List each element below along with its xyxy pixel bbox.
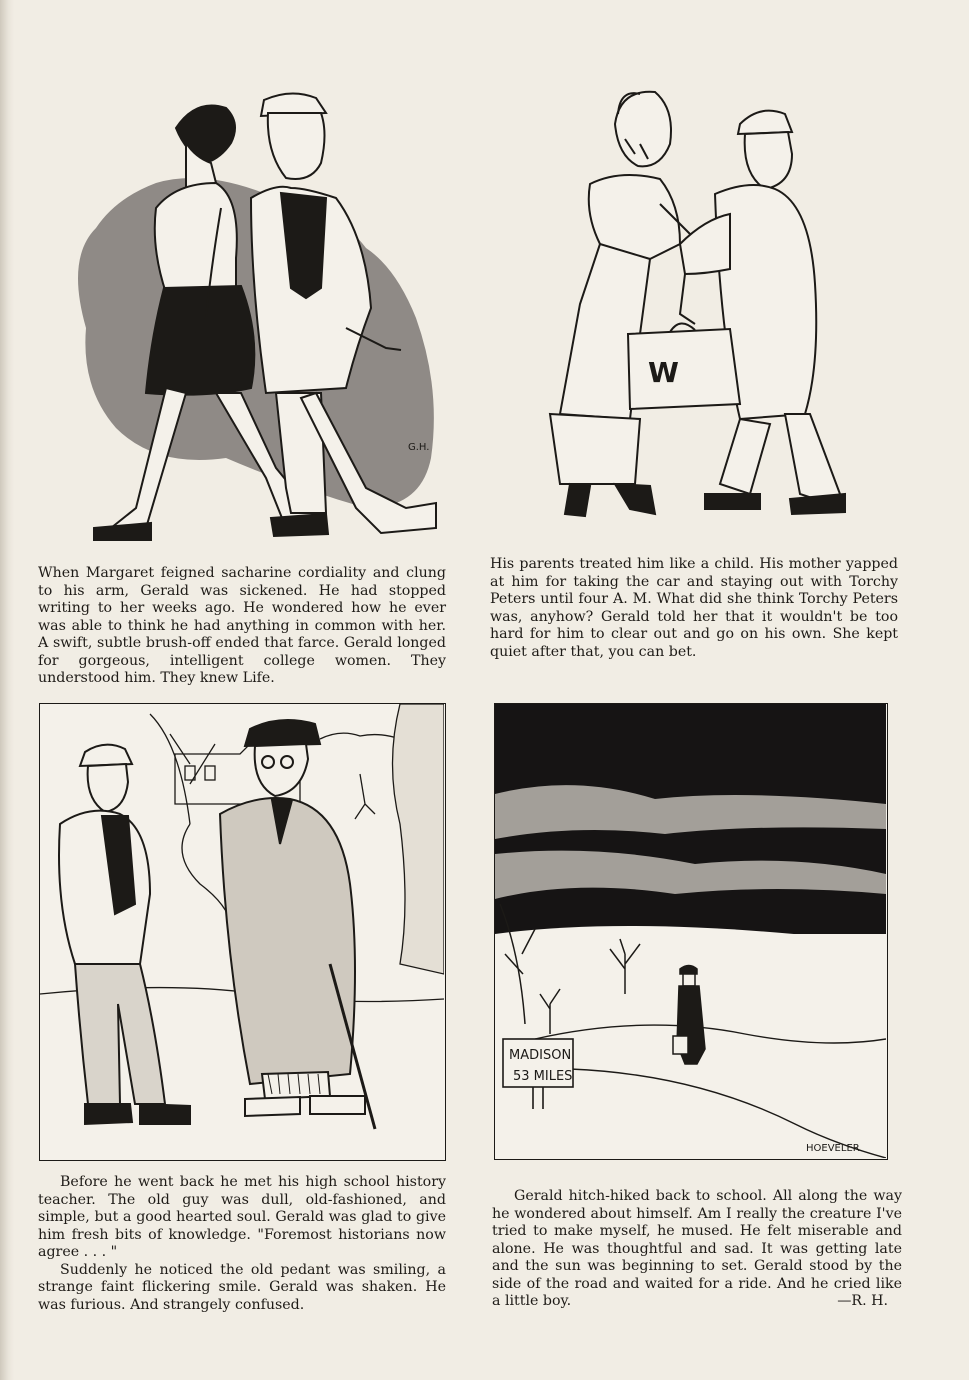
road-sign-line-1: MADISON <box>509 1048 572 1063</box>
caption-panel-4-text: Gerald hitch-hiked back to school. All along the way he wondered about himself. Am I really the creature I've tried to make myself, he mused. He felt miserable and alone. He was thoughtful and sad. It was getting late and the sun was beginning to set. Gerald stood by the side of the road and waited for a ride. And he cried like a little boy. <box>492 1188 902 1309</box>
artist-signature-gh: G.H. <box>408 442 430 453</box>
illustration-mother-gerald <box>530 84 860 532</box>
mother-figure <box>550 92 710 516</box>
illustration-history-teacher <box>39 703 446 1161</box>
page-binding-edge <box>0 0 14 1380</box>
caption-panel-1: When Margaret feigned sacharine cordiality and clung to his arm, Gerald was sickened. He had stopped writing to her weeks ago. He wondered how he ever was able to think he had anything in common with her. A swift, subtle brush-off ended that farce. Gerald longed for gorgeous, intelligent college women. They understood him. They knew Life. <box>38 565 446 686</box>
road-sign-line-2: 53 MILES <box>513 1069 573 1084</box>
caption-panel-4 <box>492 1188 902 1311</box>
teacher-figure <box>220 720 375 1129</box>
caption-credit: —R. H. <box>837 1293 888 1309</box>
gerald-figure-2 <box>680 111 845 514</box>
caption-panel-2: His parents treated him like a child. His mother yapped at him for taking the car and staying out with Torchy Peters until four A. M. What did she think Torchy Peters was, anyhow? Gerald told her that it wouldn't be too hard for him to clear out and go on his own. She kept quiet after that, you can bet. <box>490 556 898 660</box>
artist-signature-hoeveler: HOEVELER <box>806 1143 860 1154</box>
caption-panel-3 <box>38 1174 446 1314</box>
illustration-night-road <box>494 703 888 1160</box>
suitcase-letter-w: W <box>648 356 679 389</box>
suitcase-w <box>628 323 740 409</box>
caption-panel-3-para-2: Suddenly he noticed the old pedant was smiling, a strange faint flickering smile. Gerald was shaken. He was furious. And strangely confused. <box>38 1261 446 1313</box>
gerald-figure-3 <box>59 745 190 1124</box>
illustration-margaret-gerald <box>36 88 448 553</box>
caption-panel-3-para-1: Before he went back he met his high school history teacher. The old guy was dull, old-fashioned, and simple, but a good hearted soul. Gerald was glad to give him fresh bits of knowledge. "Foremost historians now agree . . . " <box>38 1174 446 1260</box>
